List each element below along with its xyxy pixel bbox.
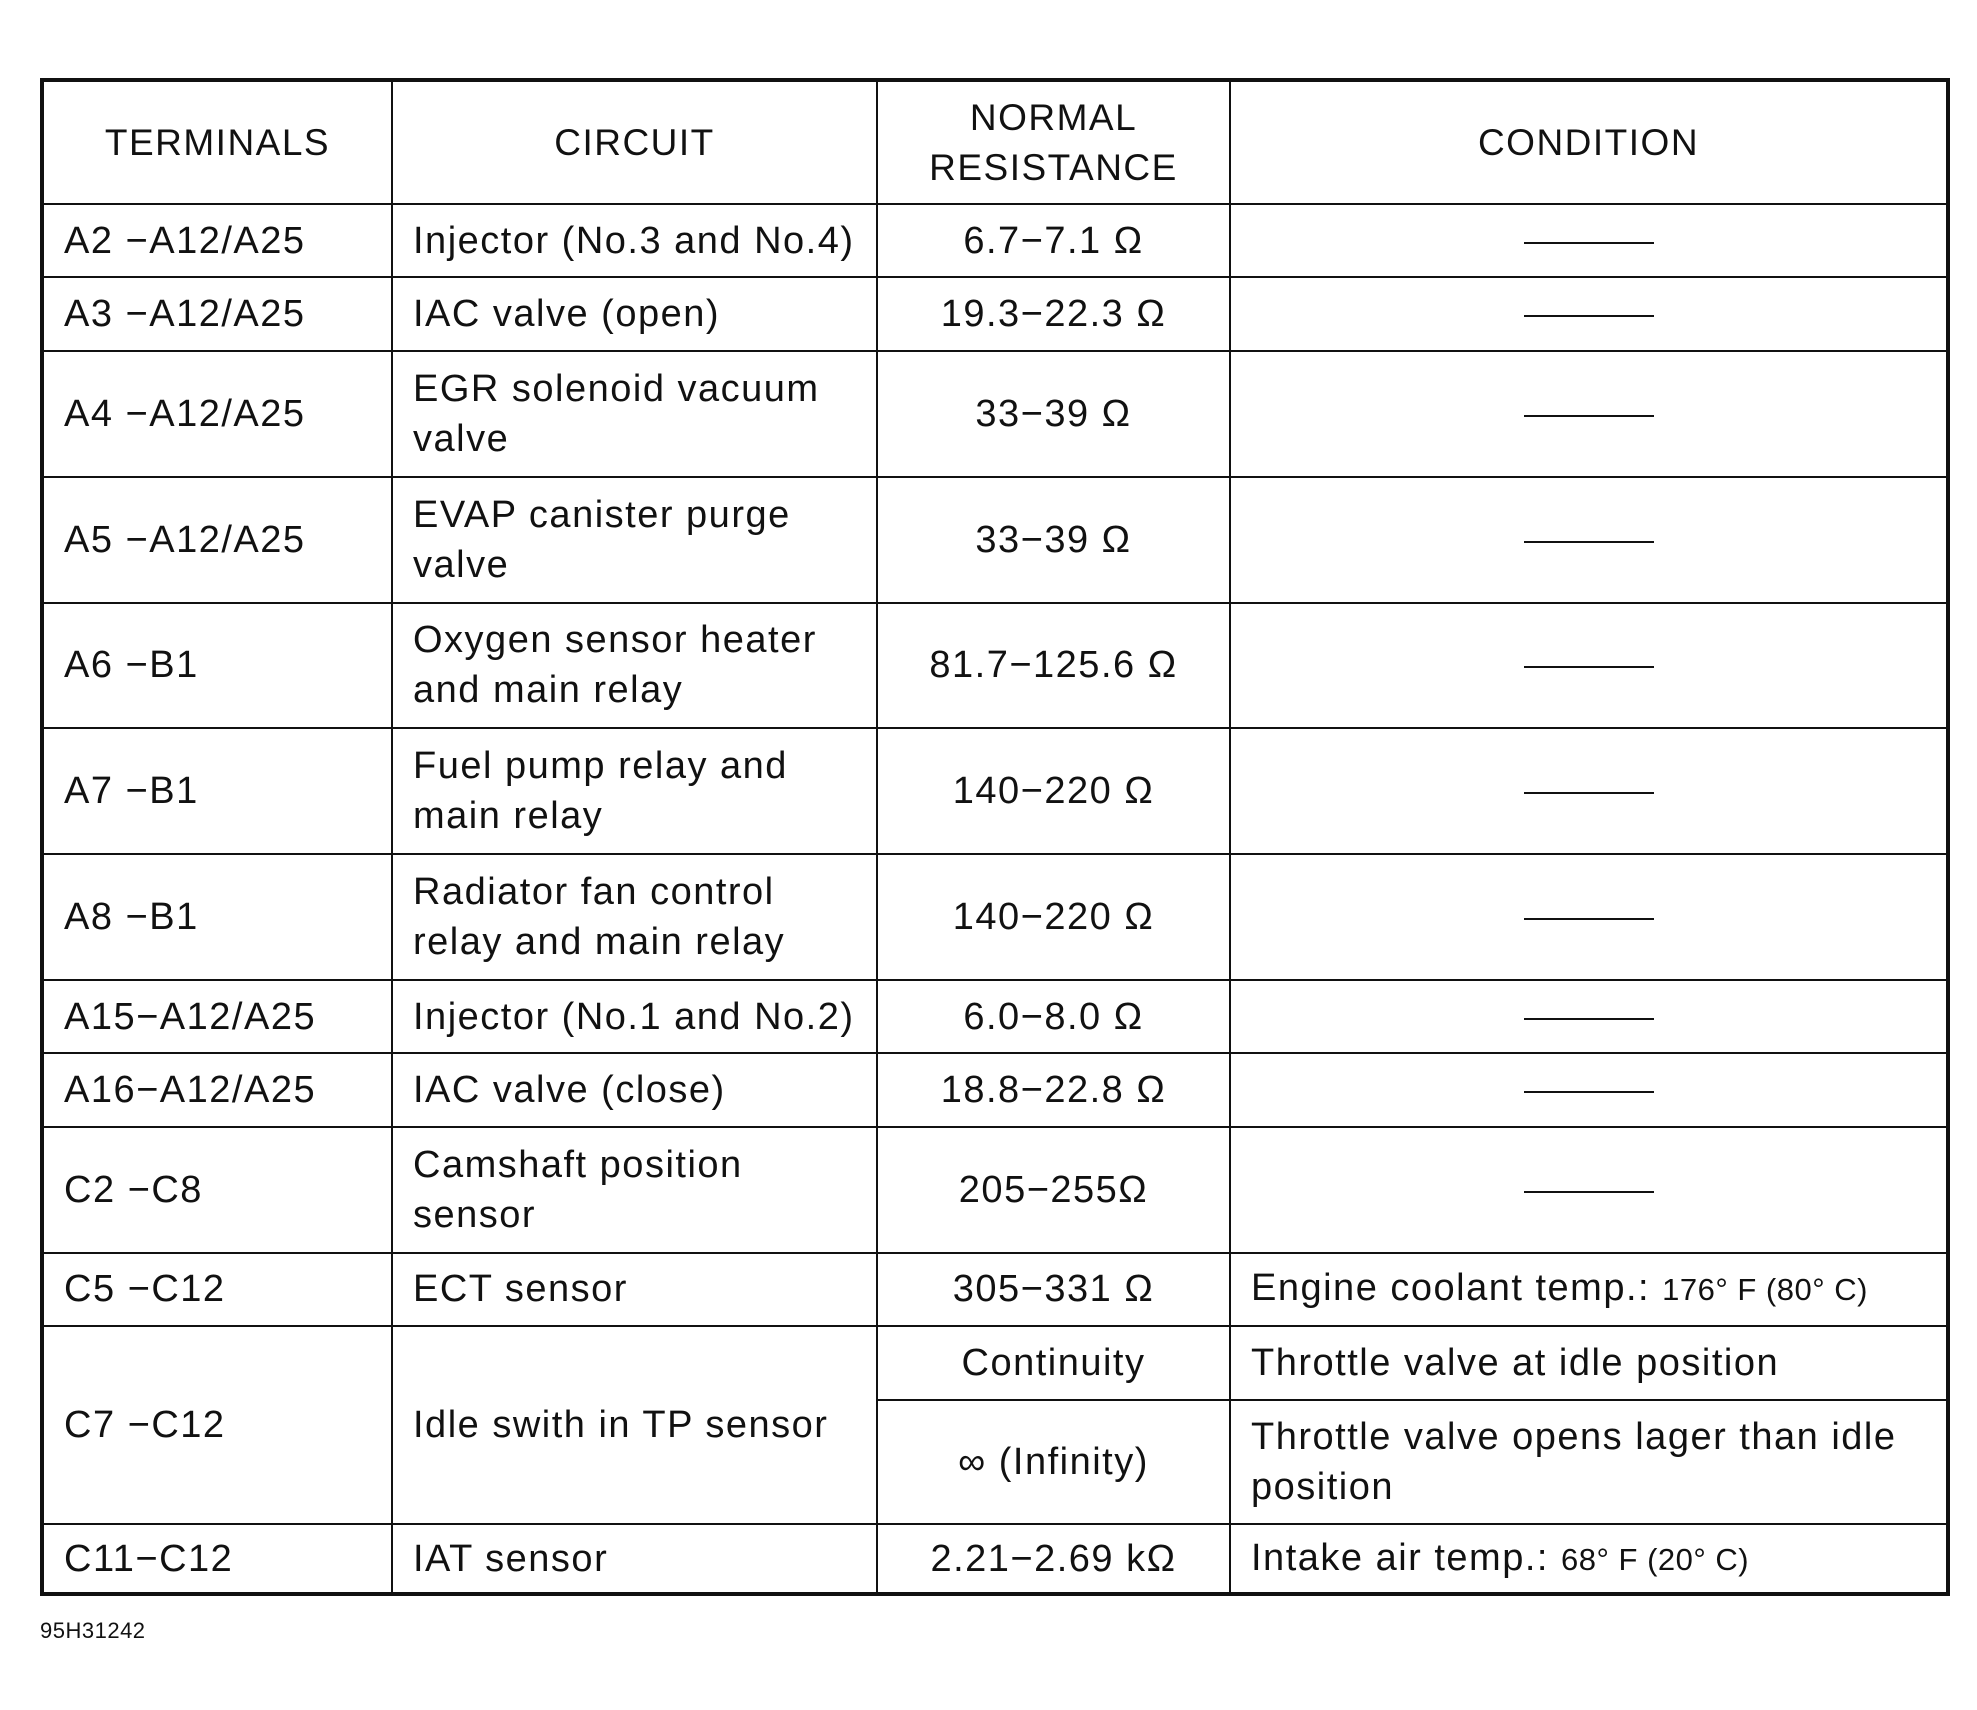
circuit-cell: Idle swith in TP sensor [392,1326,877,1524]
condition-cell [1230,1524,1948,1594]
resistance-cell: 140−220 Ω [877,854,1230,980]
circuit-cell: Injector (No.3 and No.4) [392,204,877,277]
resistance-cell: ∞ (Infinity) [877,1400,1230,1525]
table-row [42,1127,1948,1253]
terminals-cell: A2 −A12/A25 [42,204,392,277]
header-circuit: CIRCUIT [392,80,877,204]
table-row [42,1253,1948,1326]
condition-cell [1230,1127,1948,1253]
circuit-cell: Injector (No.1 and No.2) [392,980,877,1053]
header-resistance-line2: RESISTANCE [929,146,1178,188]
condition-cell [1230,204,1948,277]
circuit-cell: Fuel pump relay and main relay [392,728,877,854]
circuit-cell: Camshaft position sensor [392,1127,877,1253]
resistance-cell: 140−220 Ω [877,728,1230,854]
resistance-spec-table [40,78,1950,1596]
resistance-cell: 2.21−2.69 kΩ [877,1524,1230,1594]
condition-cell [1230,1253,1948,1326]
terminals-cell: A5 −A12/A25 [42,477,392,603]
figure-code: 95H31242 [40,1618,146,1643]
resistance-cell: 205−255Ω [877,1127,1230,1253]
table-row [42,980,1948,1053]
table-row [42,603,1948,729]
table-row [42,477,1948,603]
circuit-cell: IAC valve (close) [392,1053,877,1126]
condition-dash [1524,541,1654,543]
header-normal-resistance [877,80,1230,204]
table-row [42,1326,1948,1399]
condition-cell [1230,603,1948,729]
resistance-cell: 19.3−22.3 Ω [877,277,1230,350]
resistance-cell: 6.0−8.0 Ω [877,980,1230,1053]
circuit-cell: Oxygen sensor heater and main relay [392,603,877,729]
condition-dash [1524,1091,1654,1093]
terminals-cell: C7 −C12 [42,1326,392,1524]
resistance-cell: 81.7−125.6 Ω [877,603,1230,729]
condition-cell [1230,854,1948,980]
terminals-cell: A15−A12/A25 [42,980,392,1053]
circuit-cell: IAC valve (open) [392,277,877,350]
condition-text: Engine coolant temp.: [1251,1267,1651,1310]
condition-cell [1230,728,1948,854]
condition-cell: Throttle valve at idle position [1230,1326,1948,1399]
header-terminals: TERMINALS [42,80,392,204]
terminals-cell: A6 −B1 [42,603,392,729]
condition-text: Intake air temp.: [1251,1536,1549,1579]
circuit-cell: EGR solenoid vacuum valve [392,351,877,477]
header-row [42,80,1948,204]
terminals-cell: C2 −C8 [42,1127,392,1253]
condition-temperature-value: 176° F (80° C) [1662,1272,1868,1308]
table-row [42,1053,1948,1126]
resistance-cell: Continuity [877,1326,1230,1399]
condition-dash [1524,415,1654,417]
condition-cell [1230,351,1948,477]
condition-cell [1230,277,1948,350]
table-row [42,1524,1948,1594]
header-resistance-line1: NORMAL [969,96,1138,138]
terminals-cell: A16−A12/A25 [42,1053,392,1126]
terminals-cell: A7 −B1 [42,728,392,854]
condition-temperature-value: 68° F (20° C) [1561,1541,1750,1577]
table-row [42,277,1948,350]
condition-dash [1524,242,1654,244]
resistance-cell: 305−331 Ω [877,1253,1230,1326]
terminals-cell: C5 −C12 [42,1253,392,1326]
condition-dash [1524,666,1654,668]
circuit-cell: Radiator fan control relay and main relay [392,854,877,980]
resistance-cell: 33−39 Ω [877,351,1230,477]
table-row [42,351,1948,477]
resistance-cell: 18.8−22.8 Ω [877,1053,1230,1126]
table-row [42,854,1948,980]
terminals-cell: A4 −A12/A25 [42,351,392,477]
resistance-cell: 6.7−7.1 Ω [877,204,1230,277]
circuit-cell: EVAP canister purge valve [392,477,877,603]
circuit-cell: ECT sensor [392,1253,877,1326]
circuit-cell: IAT sensor [392,1524,877,1594]
condition-cell [1230,477,1948,603]
condition-cell [1230,980,1948,1053]
header-condition: CONDITION [1230,80,1948,204]
condition-cell: Throttle valve opens lager than idle position [1230,1400,1948,1525]
terminals-cell: A3 −A12/A25 [42,277,392,350]
table-row [42,204,1948,277]
condition-dash [1524,1191,1654,1193]
condition-dash [1524,792,1654,794]
condition-dash [1524,1018,1654,1020]
condition-dash [1524,315,1654,317]
table-row [42,728,1948,854]
condition-dash [1524,918,1654,920]
resistance-cell: 33−39 Ω [877,477,1230,603]
terminals-cell: A8 −B1 [42,854,392,980]
condition-cell [1230,1053,1948,1126]
terminals-cell: C11−C12 [42,1524,392,1594]
